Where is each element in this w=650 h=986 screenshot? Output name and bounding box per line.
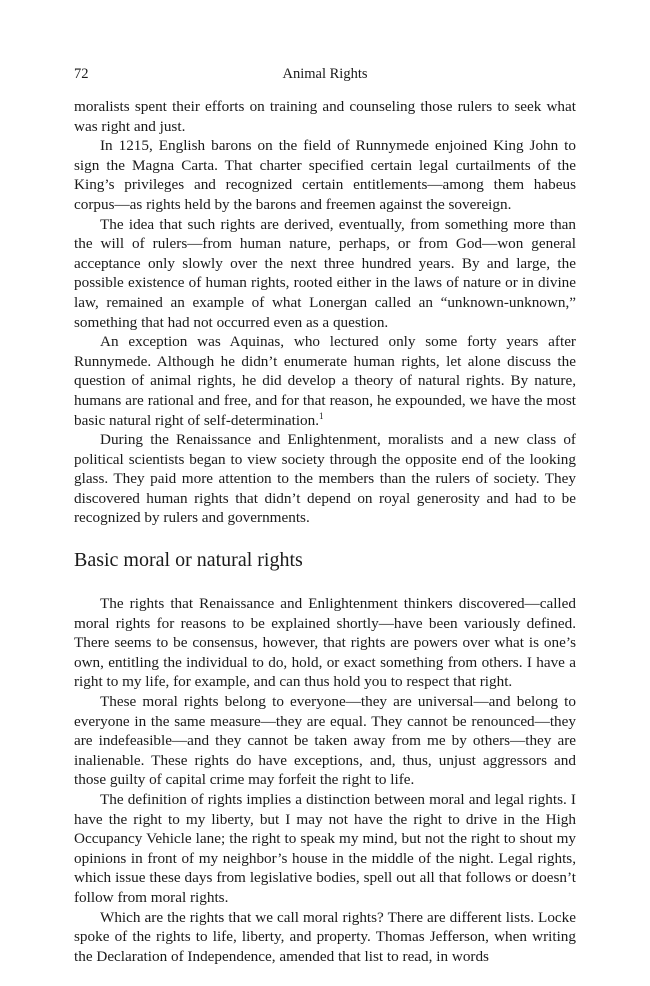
footnote-marker: 1 [319, 410, 324, 421]
paragraph: During the Renaissance and Enlightenment, moralists and a new class of political scientists began to view society through the opposite end of the looking glass. They paid more attention to the members than the rulers of society. They discovered human rights that didn’t depend on royal generosity and had to be recognized by rulers and governments. [74, 431, 576, 527]
paragraph-text: An exception was Aquinas, who lectured only some forty years after Runnymede. Although he didn’t enumerate human rights, let alone discuss the question of animal rights, he did develop a theory of natural rights. By nature, humans are rational and free, and for that reason, he expounded, we have the most basic natural right of self-determination. [74, 333, 576, 429]
page-header [74, 66, 576, 86]
paragraph: In 1215, English barons on the field of Runnymede enjoined King John to sign the Magna Carta. That charter specified certain legal curtailments of the King’s privileges and recognized certain entitlements—among them habeus corpus—as rights held by the barons and freemen against the sovereign. [74, 137, 576, 213]
page-body [74, 97, 576, 966]
paragraph: These moral rights belong to everyone—they are universal—and belong to everyone in the same measure—they are equal. They cannot be renounced—they are indefeasible—and they cannot be taken away from me by others—they are inalienable. These rights do have exceptions, and, thus, unjust aggressors and those guilty of capital crime may forfeit the right to life. [74, 693, 576, 789]
page-number: 72 [74, 66, 89, 82]
paragraph: The rights that Renaissance and Enlightenment thinkers discovered—called moral rights for reasons to be explained shortly—have been variously defined. There seems to be consensus, however, that rights are powers over what is one’s own, entitling the individual to do, hold, or exact something from others. I have a right to my life, for example, and can thus hold you to respect that right. [74, 595, 576, 691]
paragraph: moralists spent their efforts on training and counseling those rulers to seek what was right and just. [74, 98, 576, 135]
paragraph: The idea that such rights are derived, eventually, from something more than the will of rulers—from human nature, perhaps, or from God—won general acceptance only slowly over the next three hundred years. By and large, the possible existence of human rights, rooted either in the laws of nature or in divine law, remained an example of what Lonergan called an “unknown-unknown,” something that had not occurred even as a question. [74, 215, 576, 331]
section-heading: Basic moral or natural rights [74, 549, 303, 572]
running-head: Animal Rights [282, 66, 368, 82]
paragraph: The definition of rights implies a distinction between moral and legal rights. I have the right to my liberty, but I may not have the right to drive in the High Occupancy Vehicle lane; the right to speak my mind, but not the right to shout my opinions in front of my neighbor’s house in the middle of the night. Legal rights, which issue these days from legislative bodies, spell out all that follows or doesn’t follow from moral rights. [74, 791, 576, 906]
paragraph: Which are the rights that we call moral rights? There are different lists. Locke spoke of the rights to life, liberty, and property. Thomas Jefferson, when writing the Declaration of Independence, amended that list to read, in words [74, 908, 576, 965]
paragraph [74, 332, 576, 430]
